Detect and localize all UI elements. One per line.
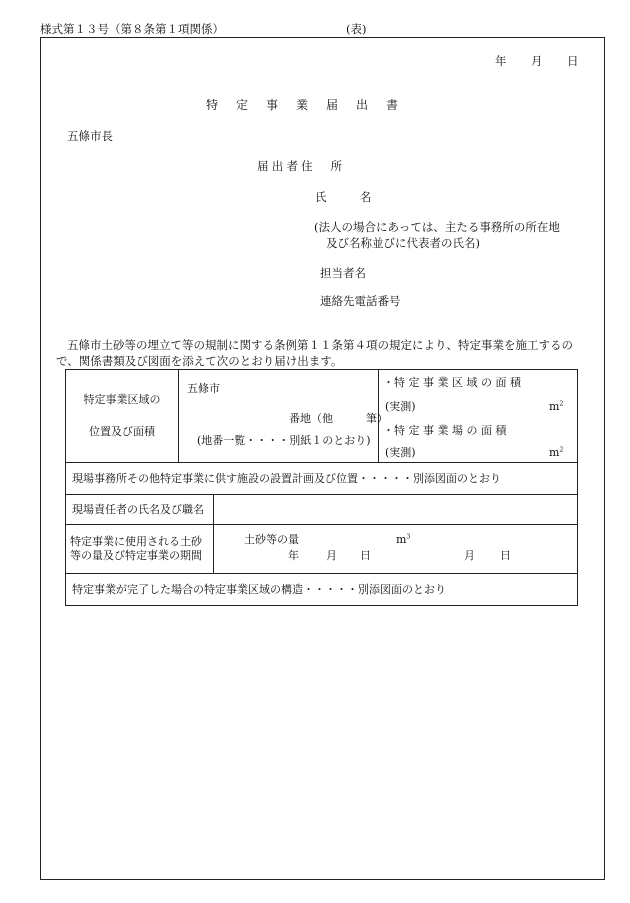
start-day: 日: [360, 549, 371, 562]
site-manager-label: 現場責任者の氏名及び職名: [66, 495, 214, 525]
end-month: 月: [464, 549, 475, 562]
start-year: 年: [288, 549, 299, 562]
table-row: [66, 525, 578, 574]
soil-period-header-line2: 等の量及び特定事業の期間: [70, 549, 202, 562]
soil-period-header-line1: 特定事業に使用される土砂: [70, 535, 202, 549]
addressee: 五條市長: [67, 129, 113, 143]
date-day: 日: [567, 54, 579, 68]
location-cell: [179, 370, 388, 463]
date-month: 月: [531, 54, 543, 68]
area2-label: ・特 定 事 業 場 の 面 積: [383, 424, 507, 437]
location-area-header-line1: 特定事業区域の: [83, 393, 161, 407]
table-row: [66, 463, 578, 495]
phone-label: 連絡先電話番号: [320, 294, 401, 308]
area-cell: [379, 370, 578, 463]
soil-amount-label: 土砂等の量: [244, 533, 299, 546]
address-label: 届出者住 所: [257, 159, 346, 173]
corp-note-line1: (法人の場合にあっては、主たる事務所の所在地: [314, 220, 560, 234]
lot-list-note: (地番一覧・・・・別紙１のとおり): [197, 434, 371, 447]
soil-period-cell: [214, 525, 578, 574]
lot-label: 番地（他 筆）: [289, 412, 388, 425]
page-title: 特 定 事 業 届 出 書: [206, 98, 402, 112]
side-label: (表): [346, 22, 367, 36]
location-area-header-line2: 位置及び面積: [89, 425, 155, 438]
details-table: [65, 369, 578, 606]
area1-label: ・特 定 事 業 区 域 の 面 積: [383, 376, 521, 389]
start-month: 月: [326, 549, 337, 562]
end-day: 日: [500, 549, 511, 562]
area2-measured: (実測): [385, 446, 416, 459]
body-text-line2: で、関係書類及び図面を添えて次のとおり届け出ます。: [56, 354, 343, 368]
area2-unit: $m^2$: [549, 446, 564, 459]
site-manager-value: [214, 495, 578, 525]
date-year: 年: [495, 54, 507, 68]
completion-structure-cell: 特定事業が完了した場合の特定事業区域の構造・・・・・別添図面のとおり: [66, 574, 578, 606]
contact-person-label: 担当者名: [320, 266, 366, 280]
location-area-header: [66, 370, 179, 463]
soil-amount-unit: $m^3$: [396, 533, 411, 546]
soil-period-header: [66, 525, 214, 574]
corp-note-line2: 及び名称並びに代表者の氏名): [326, 236, 480, 250]
form-number: 様式第１３号（第８条第１項関係）: [40, 22, 224, 36]
table-row: [66, 574, 578, 606]
facility-plan-cell: 現場事務所その他特定事業に供す施設の設置計画及び位置・・・・・別添図面のとおり: [66, 463, 578, 495]
body-text-line1: 五條市土砂等の埋立て等の規制に関する条例第１１条第４項の規定により、特定事業を施工するの: [67, 338, 573, 352]
area1-unit: $m^2$: [549, 400, 564, 413]
city-label: 五條市: [187, 382, 220, 395]
table-row: [66, 370, 578, 463]
area1-measured: (実測): [385, 400, 416, 413]
name-label: 氏 名: [315, 190, 375, 204]
table-row: [66, 495, 578, 525]
